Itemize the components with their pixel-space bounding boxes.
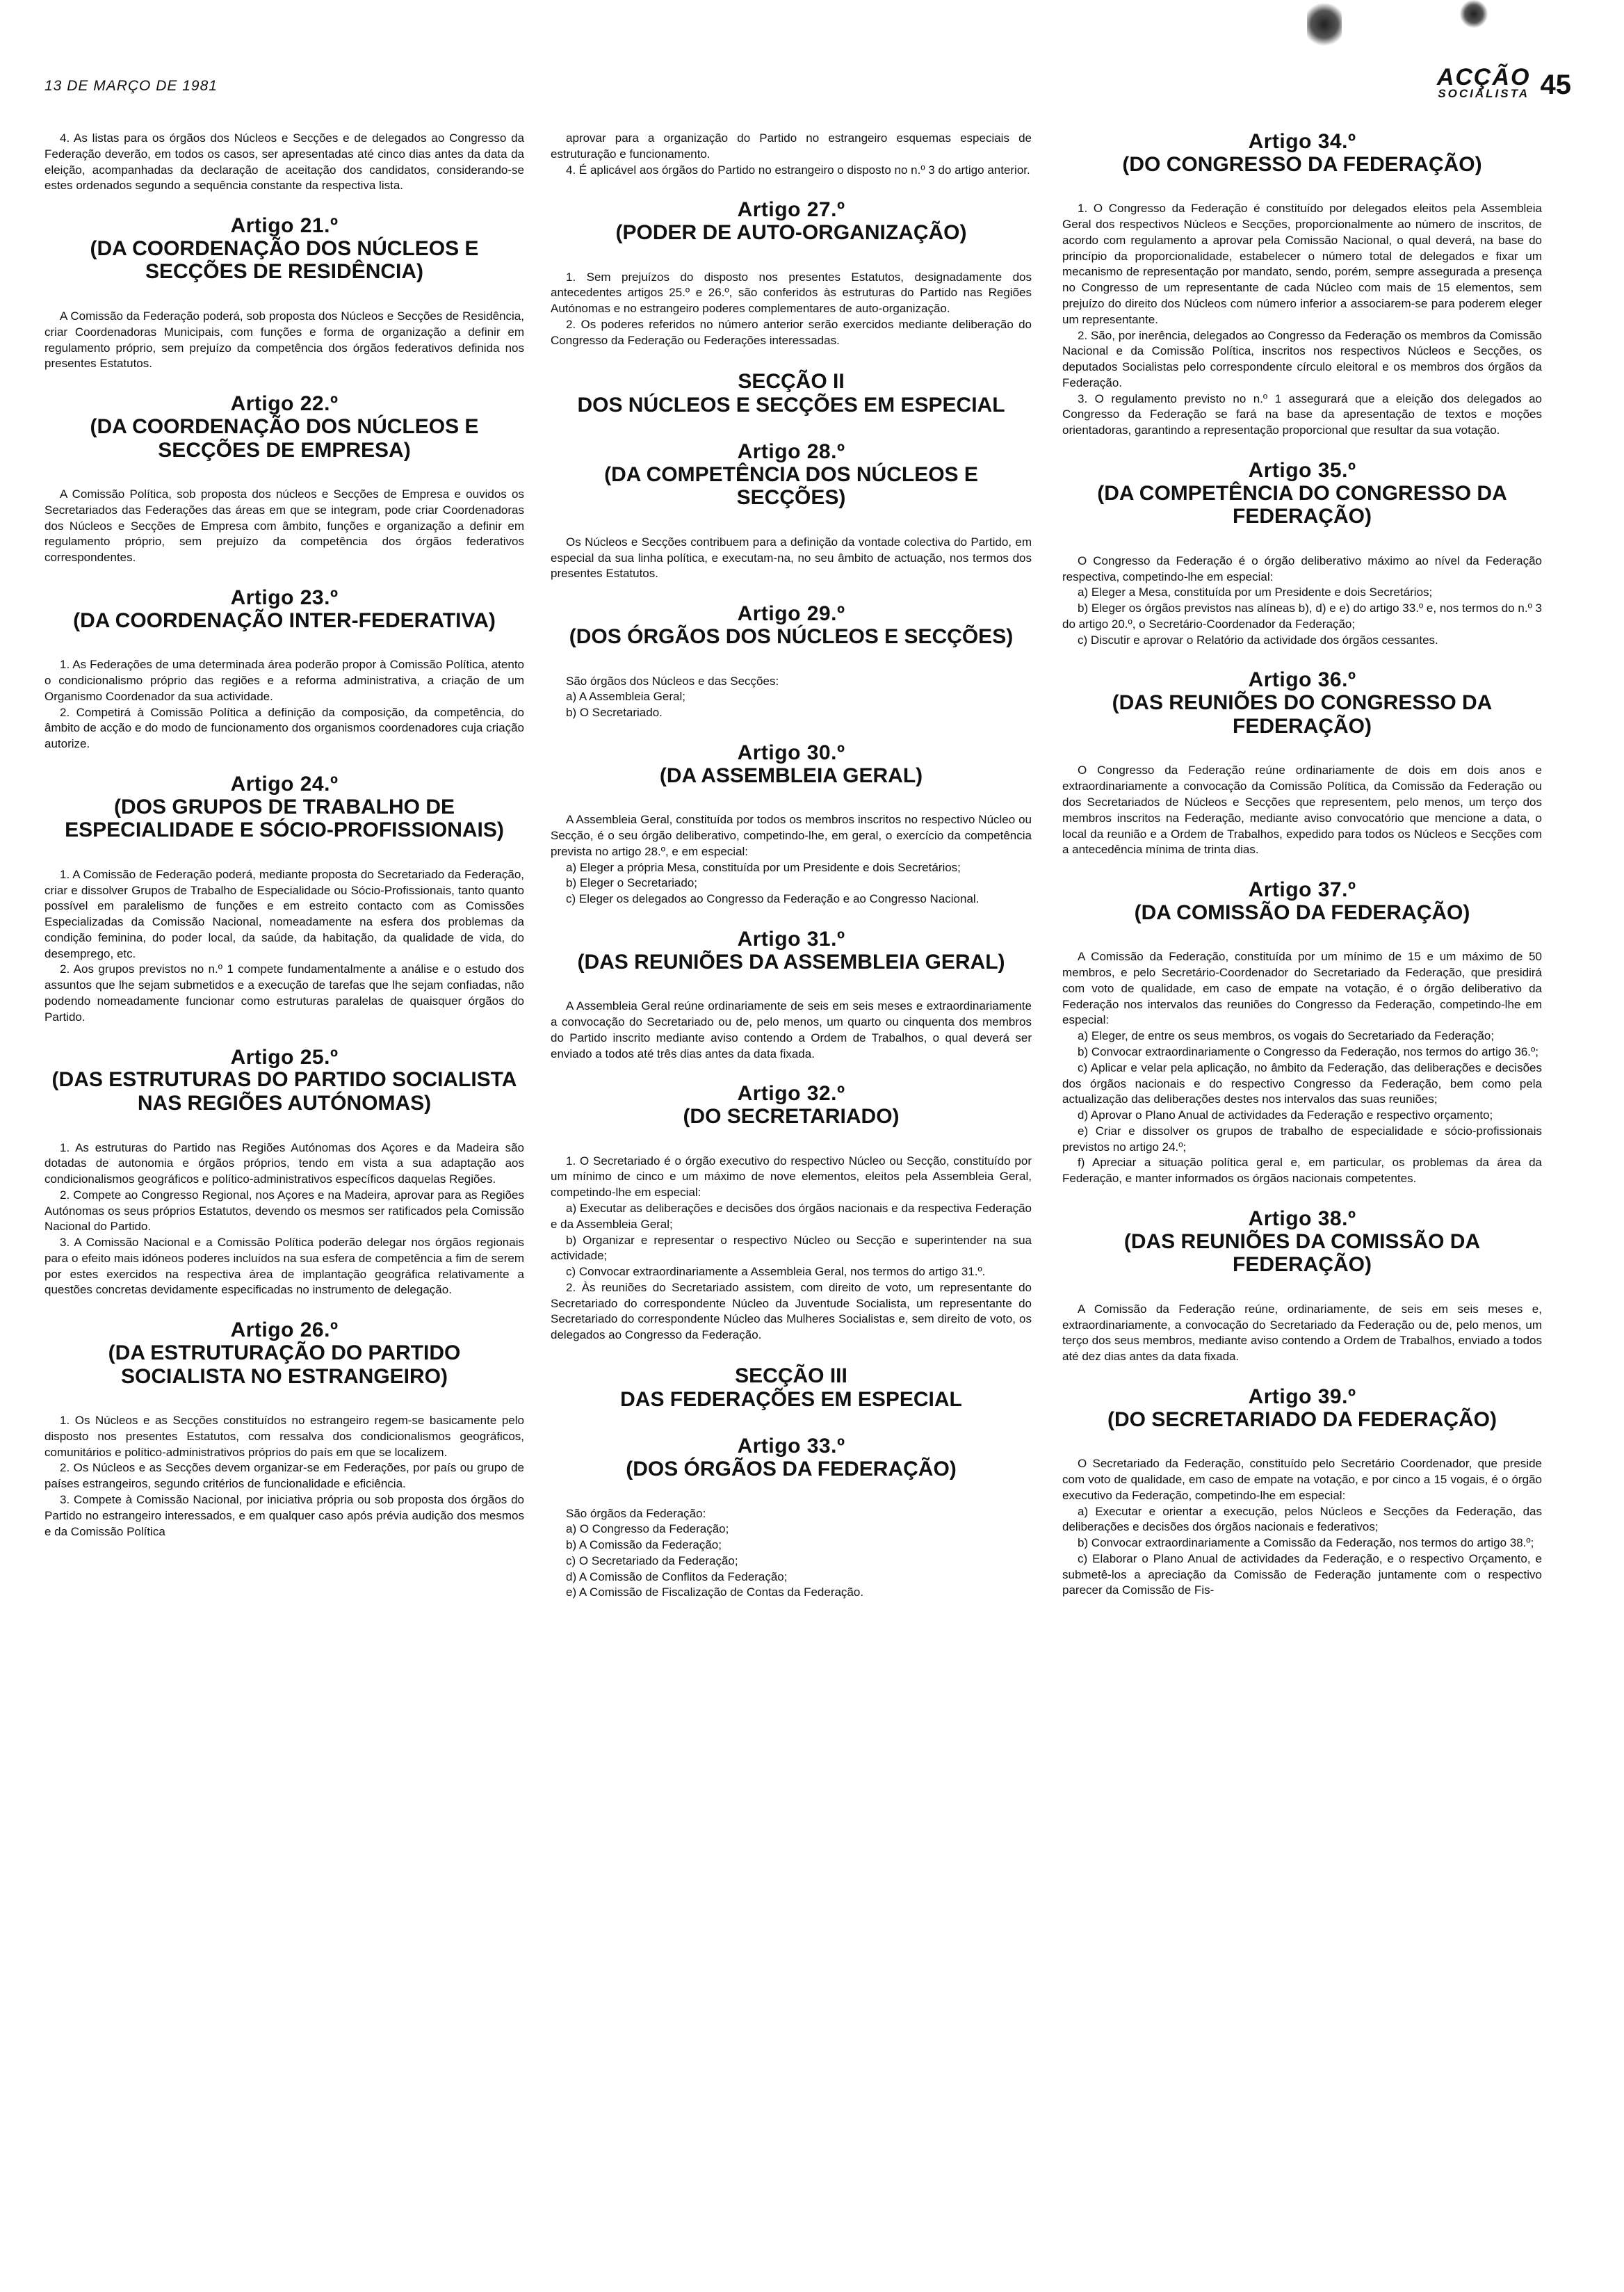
paragraph: c) Elaborar o Plano Anual de actividades da Federação, e o respectivo Orçamento, e submetê-los a apreciação da Comissão de Federação juntamente com o respectivo parecer da Comissão de Fis-	[1062, 1551, 1542, 1597]
article-heading	[551, 199, 1032, 244]
article-subtitle: (DA ESTRUTURAÇÃO DO PARTIDO SOCIALISTA NO ESTRANGEIRO)	[108, 1341, 461, 1388]
paragraph: a) Executar e orientar a execução, pelos Núcleos e Secções da Federação, das deliberações e decisões dos órgãos nacionais e federativos;	[1062, 1504, 1542, 1534]
paragraph: a) A Assembleia Geral;	[566, 690, 685, 704]
scan-artifact	[1307, 0, 1342, 49]
paragraph: O Congresso da Federação reúne ordinariamente de dois em dois anos e extraordinariamente a convocação da Comissão Política, da Comissão da Federação ou dos Secretariados de Núcleos e Secções que representem, pelo menos, um terço dos membros inscritos na Federação, mediante aviso convocatório que mencione a data, o local da reunião e a Ordem de Trabalhos, expedido para todos os Núcleos e Secções com a antecedência mínima de trinta dias.	[1062, 764, 1542, 857]
paragraph: a) Eleger a Mesa, constituída por um Presidente e dois Secretários;	[1078, 586, 1433, 599]
article	[44, 1047, 524, 1299]
paragraph: b) O Secretariado.	[566, 706, 663, 720]
article-number: Artigo 32.º	[737, 1082, 845, 1106]
column-1	[44, 131, 524, 1540]
article-heading	[1062, 1208, 1542, 1277]
paragraph: b) Organizar e representar o respectivo Núcleo ou Secção e superintender na sua actividade;	[551, 1233, 1032, 1263]
article	[44, 1319, 524, 1540]
article	[1062, 1386, 1542, 1599]
paragraph: São órgãos dos Núcleos e das Secções:	[566, 674, 779, 688]
section-number: SECÇÃO II	[738, 369, 845, 393]
article	[551, 1083, 1032, 1343]
paragraph: 1. As Federações de uma determinada área poderão propor à Comissão Política, atento o condicionalismo próprio das regiões e a reforma administrativa, a criação de um Organismo Coordenador da sua actividade.	[44, 658, 524, 703]
article-number: Artigo 29.º	[737, 602, 845, 626]
paragraph: A Assembleia Geral, constituída por todos os membros inscritos no respectivo Núcleo ou Secção, é o seu órgão deliberativo, competindo-lhe, em geral, o exercício da competência prevista no artigo 28.º, e em especial:	[551, 813, 1032, 858]
paragraph: O Congresso da Federação é o órgão deliberativo máximo ao nível da Federação respectiva, competindo-lhe em especial:	[1062, 554, 1542, 583]
scan-artifact	[1460, 0, 1488, 28]
article-subtitle: (DA COMPETÊNCIA DOS NÚCLEOS E SECÇÕES)	[604, 462, 978, 510]
paragraph: 3. Compete à Comissão Nacional, por iniciativa própria ou sob proposta dos órgãos do Partido no estrangeiro interessados, e em qualquer caso após prévia audição dos mesmos e da Comissão Política	[44, 1493, 524, 1538]
paragraph: b) Eleger o Secretariado;	[566, 876, 697, 890]
paragraph: 4. As listas para os órgãos dos Núcleos e Secções e de delegados ao Congresso da Federação deverão, em todos os casos, ser apresentadas até cinco dias antes da data da eleição, acompanhadas da declaração de aceitação dos candidatos, considerando-se estes ordenados segundo a sequência constante da respectiva lista.	[44, 131, 524, 193]
article-heading	[551, 1435, 1032, 1480]
article-number: Artigo 34.º	[1248, 130, 1356, 153]
paragraph: d) Aprovar o Plano Anual de actividades da Federação e respectivo orçamento;	[1078, 1108, 1493, 1122]
article-subtitle: (DA ASSEMBLEIA GERAL)	[659, 764, 923, 787]
paragraph: A Comissão da Federação, constituída por um mínimo de 15 e um máximo de 50 membros, e pelo Secretário-Coordenador do Secretariado da Federação, que presidirá com voto de qualidade, em caso de empate na votação, é o órgão deliberativo da Federação nos intervalos das reuniões do Congresso da Federação, competindo-lhe em especial:	[1062, 950, 1542, 1027]
article	[551, 742, 1032, 907]
paragraph: O Secretariado da Federação, constituído pelo Secretário Coordenador, que preside com voto de qualidade, em caso de empate na votação, e por cinco a 15 vogais, é o órgão executivo da Federação, competindo-lhe em especial:	[1062, 1457, 1542, 1502]
column-2	[551, 131, 1032, 1601]
paragraph: a) Eleger a própria Mesa, constituída por um Presidente e dois Secretários;	[566, 860, 961, 874]
article	[551, 928, 1032, 1062]
article-heading	[551, 928, 1032, 974]
paragraph: b) A Comissão da Federação;	[566, 1538, 722, 1552]
paragraph: São órgãos da Federação:	[566, 1506, 706, 1520]
article-number: Artigo 35.º	[1248, 458, 1356, 482]
paragraph: Os Núcleos e Secções contribuem para a definição da vontade colectiva do Partido, em especial da sua linha política, e executam-na, no seu âmbito de actuação, nos termos dos presentes Estatutos.	[551, 535, 1032, 581]
article	[44, 393, 524, 566]
article-subtitle: (DO SECRETARIADO)	[683, 1105, 900, 1129]
paragraph: 3. A Comissão Nacional e a Comissão Política poderão delegar nos órgãos regionais para o efeito mais idóneos poderes incluídos na sua esfera de competência a fim de serem por estes exercidos na respectiva área de implantação geográfica relativamente a questões concretas devidamente especificadas no instrumento de delegação.	[44, 1236, 524, 1297]
paragraph: c) Convocar extraordinariamente a Assembleia Geral, nos termos do artigo 31.º.	[566, 1265, 986, 1279]
paragraph: A Comissão Política, sob proposta dos núcleos e Secções de Empresa e ouvidos os Secretariados das Federações das áreas em que se integram, pode criar Coordenadoras dos Núcleos e Secções de Empresa com âmbito, funções e organização a definir em regulamento próprio, sem prejuízo da competência dos órgãos federativos correspondentes.	[44, 487, 524, 565]
article-heading	[44, 1319, 524, 1388]
paragraph: A Comissão da Federação reúne, ordinariamente, de seis em seis meses e, extraordinariamente, a convocação do Secretariado da Federação ou de, pelo menos, um terço dos seus membros, mediante aviso contendo a Ordem de Trabalhos, enviado a todos até dez dias antes da data fixada.	[1062, 1302, 1542, 1364]
paragraph: a) O Congresso da Federação;	[566, 1522, 729, 1536]
article-number: Artigo 26.º	[230, 1318, 339, 1342]
paragraph: 3. O regulamento previsto no n.º 1 assegurará que a eleição dos delegados ao Congresso da Federação se fará na base da apresentação de textos e moções orientadoras, garantindo a representação proporcional que resultar da sua votação.	[1062, 392, 1542, 437]
article-number: Artigo 27.º	[737, 198, 845, 222]
article-subtitle: (DA COORDENAÇÃO INTER-FEDERATIVA)	[73, 608, 496, 632]
article-heading	[1062, 879, 1542, 924]
article-heading	[1062, 1386, 1542, 1431]
continuation-text	[44, 131, 524, 194]
article	[1062, 131, 1542, 439]
article-number: Artigo 30.º	[737, 741, 845, 764]
article	[1062, 669, 1542, 858]
paragraph: c) Aplicar e velar pela aplicação, no âmbito da Federação, das deliberações e decisões dos órgãos nacionais e do respectivo Congresso da Federação, bem como pela actualização das deliberações destes nos intervalos das suas reuniões;	[1062, 1060, 1542, 1106]
article-heading	[551, 1083, 1032, 1128]
article-number: Artigo 21.º	[230, 214, 339, 238]
paragraph: b) Eleger os órgãos previstos nas alíneas b), d) e e) do artigo 33.º e, nos termos do n.º 3 do artigo 20.º, o Secretário-Coordenador da Federação;	[1062, 602, 1542, 631]
paragraph: 1. As estruturas do Partido nas Regiões Autónomas dos Açores e da Madeira são dotadas de autonomia e órgãos próprios, tendo em vista a sua adaptação aos condicionalismos geográficos e político-administrativos específicos daquelas Regiões.	[44, 1140, 524, 1186]
article-heading	[1062, 131, 1542, 176]
paragraph: a) Eleger, de entre os seus membros, os vogais do Secretariado da Federação;	[1078, 1029, 1495, 1043]
article-subtitle: (DAS REUNIÕES DA COMISSÃO DA FEDERAÇÃO)	[1123, 1229, 1481, 1277]
section-title	[551, 370, 1032, 417]
paragraph: 1. O Congresso da Federação é constituído por delegados eleitos pela Assembleia Geral dos respectivos Núcleos e Secções, proporcionalmente ao número de inscritos, de acordo com regulamento a aprovar pela Comissão Nacional, o qual deverá, na base do princípio da proporcionalidade, estabelecer o número total de delegados e fixar um mecanismo de representação por mandato, sendo, porém, sempre assegurada a presença no Congresso de um representante de cada Núcleo com mais de 15 elementos, sem prejuízo do direito dos Núcleos com número inferior a associarem-se para poderem eleger um representante.	[1062, 202, 1542, 326]
paragraph: c) O Secretariado da Federação;	[566, 1553, 738, 1567]
article	[44, 773, 524, 1026]
paragraph: 2. São, por inerência, delegados ao Congresso da Federação os membros da Comissão Nacional e da Comissão Política, inscritos nos respectivos Núcleos e Secções, os deputados Socialistas pelo correspondente círculo eleitoral e os membros dos órgãos da Federação.	[1062, 328, 1542, 389]
article-number: Artigo 25.º	[230, 1045, 339, 1069]
page-number: 45	[1540, 69, 1571, 100]
article-subtitle: (DA COMPETÊNCIA DO CONGRESSO DA FEDERAÇÃO)	[1097, 481, 1507, 528]
section-subtitle: DOS NÚCLEOS E SECÇÕES EM ESPECIAL	[577, 393, 1005, 417]
article-heading	[1062, 460, 1542, 528]
article-number: Artigo 38.º	[1248, 1206, 1356, 1230]
paragraph: b) Convocar extraordinariamente a Comissão da Federação, nos termos do artigo 38.º;	[1078, 1536, 1534, 1550]
article-number: Artigo 39.º	[1248, 1385, 1356, 1408]
article-heading	[551, 441, 1032, 510]
article	[44, 215, 524, 372]
article-subtitle: (DOS GRUPOS DE TRABALHO DE ESPECIALIDADE E SÓCIO-PROFISSIONAIS)	[65, 795, 504, 842]
continuation-text	[551, 131, 1032, 178]
issue-date: 13 DE MARÇO DE 1981	[44, 78, 218, 94]
article-heading	[44, 773, 524, 842]
article-subtitle: (DOS ÓRGÃOS DOS NÚCLEOS E SECÇÕES)	[569, 624, 1014, 648]
article-number: Artigo 28.º	[737, 439, 845, 463]
paragraph: A Comissão da Federação poderá, sob proposta dos Núcleos e Secções de Residência, criar Coordenadoras Municipais, com funções e forma de organização a definir em regulamento próprio, sem prejuízo da competência dos órgãos federativos definida nos presentes Estatutos.	[44, 309, 524, 371]
article-subtitle: (DA COORDENAÇÃO DOS NÚCLEOS E SECÇÕES DE EMPRESA)	[90, 414, 479, 462]
article-heading	[44, 1047, 524, 1115]
article-subtitle: (DAS ESTRUTURAS DO PARTIDO SOCIALISTA NAS REGIÕES AUTÓNOMAS)	[51, 1068, 517, 1115]
article	[1062, 1208, 1542, 1365]
paragraph: 2. Os poderes referidos no número anterior serão exercidos mediante deliberação do Congresso da Federação ou Federações interessadas.	[551, 317, 1032, 347]
article-subtitle: (PODER DE AUTO-ORGANIZAÇÃO)	[615, 221, 967, 245]
paragraph: b) Convocar extraordinariamente o Congresso da Federação, nos termos do artigo 36.º;	[1078, 1045, 1538, 1059]
article	[1062, 879, 1542, 1187]
article	[551, 441, 1032, 582]
paragraph: 2. Aos grupos previstos no n.º 1 compete fundamentalmente a análise e o estudo dos assuntos que lhe sejam submetidos e a execução de tarefas que lhe sejam confiadas, não podendo nomeadamente funcionar como estruturas paralelas de quaisquer órgãos do Partido.	[44, 962, 524, 1024]
paragraph: 4. É aplicável aos órgãos do Partido no estrangeiro o disposto no n.º 3 do artigo anterior.	[566, 163, 1030, 177]
paragraph: 1. Os Núcleos e as Secções constituídos no estrangeiro regem-se basicamente pelo disposto nos presentes Estatutos, com ressalva dos condicionalismos geográficos, comunitários e político-administrativos próprios do país em que se localizem.	[44, 1414, 524, 1459]
article-number: Artigo 23.º	[230, 586, 339, 609]
logo-line2: SOCIALISTA	[1438, 86, 1529, 100]
section-title	[551, 1364, 1032, 1412]
paragraph: c) Eleger os delegados ao Congresso da Federação e ao Congresso Nacional.	[566, 892, 980, 906]
paragraph: f) Apreciar a situação política geral e, em particular, os problemas da área da Federação, e manter informados os órgãos nacionais competentes.	[1062, 1156, 1542, 1186]
paragraph: aprovar para a organização do Partido no estrangeiro esquemas especiais de estruturação e funcionamento.	[551, 131, 1032, 161]
article-subtitle: (DO CONGRESSO DA FEDERAÇÃO)	[1122, 152, 1482, 176]
article	[1062, 460, 1542, 649]
section-subtitle: DAS FEDERAÇÕES EM ESPECIAL	[620, 1388, 962, 1412]
article-heading	[551, 603, 1032, 648]
masthead	[1436, 64, 1571, 100]
article-subtitle: (DAS REUNIÕES DO CONGRESSO DA FEDERAÇÃO)	[1112, 691, 1493, 738]
paragraph: 1. A Comissão de Federação poderá, mediante proposta do Secretariado da Federação, criar e dissolver Grupos de Trabalho de Especialidade ou Sócio-Profissionais, tanto quanto possível em paralelismo de funções e em estreito contacto com as Comissões Especializadas da Comissão Nacional, nomeadamente na esfera dos problemas da condição feminina, do poder local, da saúde, da habitação, da qualidade de vida, do desemprego, etc.	[44, 867, 524, 960]
paragraph: 1. Sem prejuízos do disposto nos presentes Estatutos, designadamente dos antecedentes artigos 25.º e 26.º, são conferidos às estruturas do Partido nas Regiões Autónomas e no estrangeiro poderes complementares de auto-organização.	[551, 270, 1032, 316]
newspaper-logo	[1436, 64, 1531, 100]
paragraph: d) A Comissão de Conflitos da Federação;	[566, 1569, 788, 1583]
article-heading	[44, 393, 524, 462]
paragraph: 1. O Secretariado é o órgão executivo do respectivo Núcleo ou Secção, constituído por um mínimo de cinco e um máximo de nove elementos, eleitos pela Assembleia Geral, competindo-lhe em especial:	[551, 1154, 1032, 1200]
paragraph: e) A Comissão de Fiscalização de Contas da Federação.	[566, 1585, 864, 1599]
article	[44, 587, 524, 752]
article-subtitle: (DAS REUNIÕES DA ASSEMBLEIA GERAL)	[577, 950, 1005, 974]
article-subtitle: (DOS ÓRGÃOS DA FEDERAÇÃO)	[626, 1458, 957, 1481]
paragraph: 2. Compete ao Congresso Regional, nos Açores e na Madeira, aprovar para as Regiões Autónomas os seus próprios Estatutos, devendo os mesmos ser ratificados pela Comissão Nacional do Partido.	[44, 1188, 524, 1234]
article-heading	[551, 742, 1032, 787]
article-number: Artigo 31.º	[737, 927, 845, 951]
article	[551, 1435, 1032, 1601]
paragraph: e) Criar e dissolver os grupos de trabalho de especialidade e sócio-profissionais previstos no artigo 24.º;	[1062, 1124, 1542, 1154]
column-3	[1062, 131, 1542, 1599]
article-number: Artigo 24.º	[230, 772, 339, 796]
article-subtitle: (DA COMISSÃO DA FEDERAÇÃO)	[1134, 901, 1470, 924]
paragraph: c) Discutir e aprovar o Relatório da actividade dos órgãos cessantes.	[1078, 633, 1438, 647]
article	[551, 199, 1032, 348]
paragraph: a) Executar as deliberações e decisões dos órgãos nacionais e da respectiva Federação e da Assembleia Geral;	[551, 1201, 1032, 1231]
article-number: Artigo 37.º	[1248, 878, 1356, 902]
logo-line1: ACÇÃO	[1436, 64, 1531, 90]
article-number: Artigo 22.º	[230, 392, 339, 416]
article-heading	[44, 215, 524, 284]
article-subtitle: (DO SECRETARIADO DA FEDERAÇÃO)	[1107, 1407, 1497, 1431]
article-number: Artigo 36.º	[1248, 668, 1356, 692]
article-subtitle: (DA COORDENAÇÃO DOS NÚCLEOS E SECÇÕES DE RESIDÊNCIA)	[90, 236, 479, 284]
article-number: Artigo 33.º	[737, 1435, 845, 1458]
section-number: SECÇÃO III	[735, 1364, 847, 1387]
section-heading	[551, 1364, 1032, 1412]
article	[551, 603, 1032, 721]
paragraph: 2. Competirá à Comissão Política a definição da composição, da competência, do âmbito de acção e do modo de funcionamento dos organismos coordenadores cuja criação autorize.	[44, 705, 524, 751]
paragraph: 2. Os Núcleos e as Secções devem organizar-se em Federações, por país ou grupo de países estrangeiros, segundo critérios de funcionalidade e eficiência.	[44, 1461, 524, 1491]
section-heading	[551, 370, 1032, 417]
article-heading	[44, 587, 524, 632]
paragraph: 2. Às reuniões do Secretariado assistem, com direito de voto, um representante do Secretariado do correspondente Núcleo da Juventude Socialista, um representante do Secretariado do correspondente Núcleo das Mulheres Socialistas e, sem direito de voto, os delegados ao Congresso da Federação.	[551, 1280, 1032, 1342]
paragraph: A Assembleia Geral reúne ordinariamente de seis em seis meses e extraordinariamente a convocação do Secretariado ou de, pelo menos, um quarto ou cinquenta dos membros do Partido inscrito mediante aviso contendo a Ordem de Trabalhos, o qual deverá ser enviado a todos até três dias antes da data fixada.	[551, 999, 1032, 1060]
article-heading	[1062, 669, 1542, 738]
